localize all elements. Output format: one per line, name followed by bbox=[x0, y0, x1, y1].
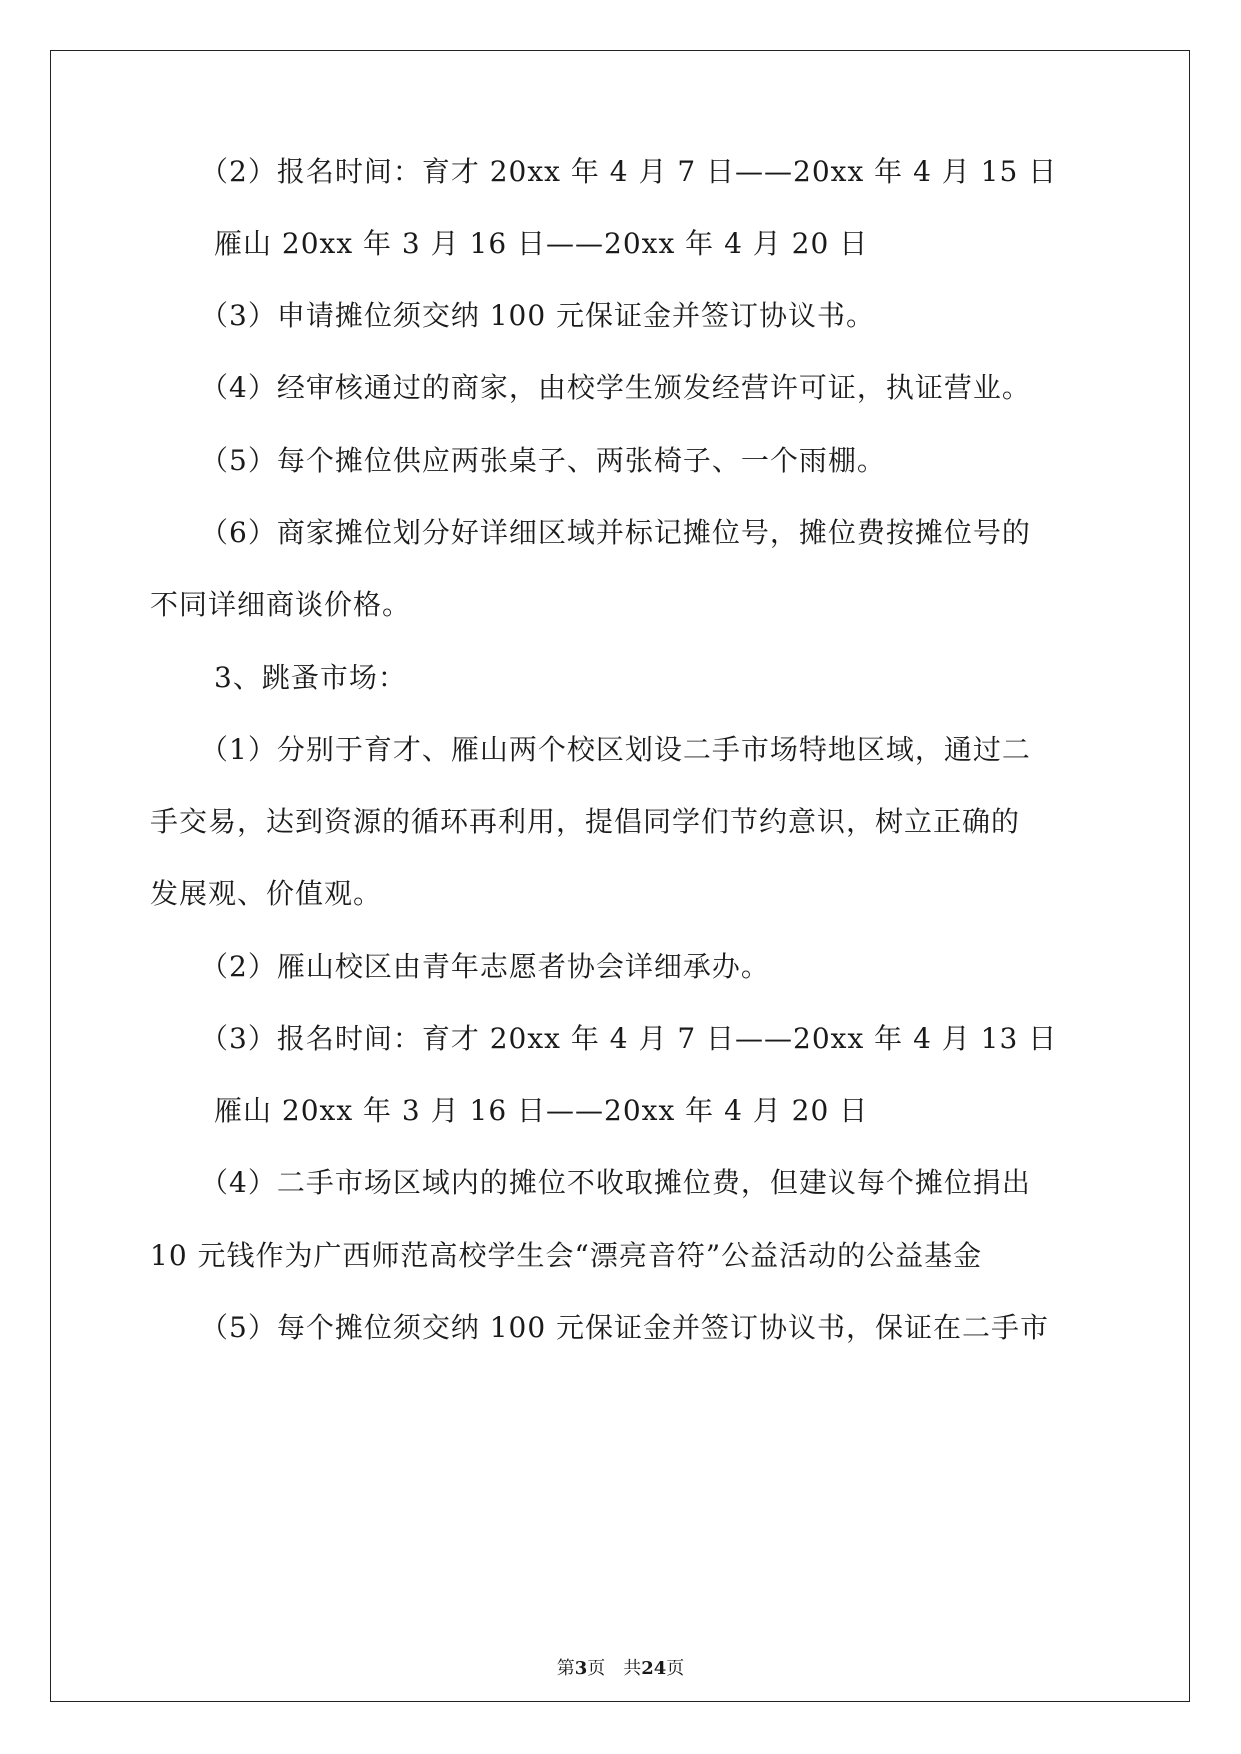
footer-total-pages: 24 bbox=[641, 1658, 667, 1679]
paragraph-line: 不同详细商谈价格。 bbox=[150, 588, 412, 621]
paragraph-line: （4）二手市场区域内的摊位不收取摊位费，但建议每个摊位捐出 bbox=[200, 1166, 1031, 1199]
paragraph-line: （3）申请摊位须交纳 100 元保证金并签订协议书。 bbox=[200, 299, 876, 332]
paragraph-line: （5）每个摊位须交纳 100 元保证金并签订协议书，保证在二手市 bbox=[200, 1311, 1050, 1344]
paragraph-line: （2）报名时间：育才 20xx 年 4 月 7 日——20xx 年 4 月 15 日 bbox=[200, 155, 1058, 188]
footer-total-suffix: 页 bbox=[666, 1658, 685, 1679]
paragraph-line: 雁山 20xx 年 3 月 16 日——20xx 年 4 月 20 日 bbox=[214, 1094, 869, 1127]
paragraph-line: （4）经审核通过的商家，由校学生颁发经营许可证，执证营业。 bbox=[200, 371, 1031, 404]
footer-page-suffix: 页 bbox=[587, 1658, 606, 1679]
paragraph-line: 发展观、价值观。 bbox=[150, 877, 383, 910]
paragraph-line: （6）商家摊位划分好详细区域并标记摊位号，摊位费按摊位号的 bbox=[200, 516, 1031, 549]
paragraph-line: 10 元钱作为广西师范高校学生会“漂亮音符”公益活动的公益基金 bbox=[150, 1239, 983, 1272]
paragraph-line: （5）每个摊位供应两张桌子、两张椅子、一个雨棚。 bbox=[200, 444, 886, 477]
footer-page-number: 3 bbox=[574, 1658, 588, 1679]
page-footer bbox=[0, 1658, 1241, 1680]
paragraph-line: （2）雁山校区由青年志愿者协会详细承办。 bbox=[200, 950, 770, 983]
paragraph-line: （1）分别于育才、雁山两个校区划设二手市场特地区域，通过二 bbox=[200, 733, 1031, 766]
paragraph-line: （3）报名时间：育才 20xx 年 4 月 7 日——20xx 年 4 月 13 日 bbox=[200, 1022, 1058, 1055]
footer-page-prefix: 第 bbox=[556, 1658, 575, 1679]
paragraph-line: 手交易，达到资源的循环再利用，提倡同学们节约意识，树立正确的 bbox=[150, 805, 1021, 838]
footer-total-prefix: 共 bbox=[623, 1658, 642, 1679]
paragraph-line: 雁山 20xx 年 3 月 16 日——20xx 年 4 月 20 日 bbox=[214, 227, 869, 260]
section-heading: 3、跳蚤市场： bbox=[214, 661, 407, 694]
